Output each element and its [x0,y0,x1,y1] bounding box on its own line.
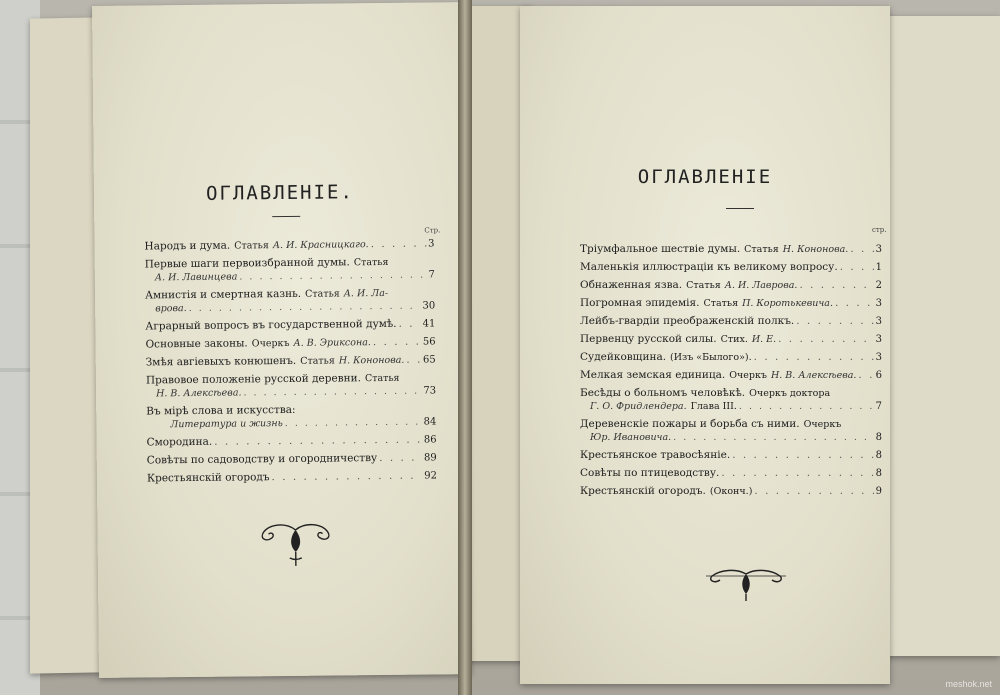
toc-entry-title: Крестьянское травосѣяніе. [580,449,731,461]
toc-page-number: 89 [423,452,437,464]
toc-entry-title: Тріумфальное шествіе думы. [580,243,741,255]
toc-entry-kind: Статья [305,288,340,300]
left-toc [144,237,437,490]
toc-page-number: 8 [875,450,882,461]
toc-leader-dots [673,431,873,444]
toc-entry [147,433,437,449]
watermark-text: meshok.net [945,679,992,689]
toc-entry [580,485,882,498]
toc-page-number: 6 [875,370,882,381]
toc-entry-title: Деревенскіе пожары и борьба съ ними. [580,418,800,430]
toc-page-number: 8 [875,432,882,443]
toc-leader-dots [271,470,422,485]
toc-page-number: 30 [422,300,436,312]
toc-leader-dots [732,449,873,462]
toc-entry [145,335,435,351]
toc-entry [580,315,882,328]
toc-leader-dots [850,243,873,256]
toc-entry [580,279,882,292]
toc-entry-author: врова. [155,303,187,315]
toc-entry-kind: Статья [686,280,721,291]
toc-entry-kind: Очеркъ доктора [749,388,831,399]
right-col-head: стр. [872,226,887,234]
toc-entry-kind: (Изъ «Былого»). [670,352,752,363]
toc-page-number: 3 [875,244,882,255]
toc-entry-title: Совѣты по птицеводству. [580,467,720,479]
toc-entry-kind: Статья [744,244,779,255]
toc-entry-author: Г. О. Фридлендера. [590,401,687,412]
toc-entry-title: Маленькія иллюстраціи къ великому вопросу. [580,261,838,273]
toc-entry-title: Въ мірѣ слова и искусства: [146,403,296,418]
right-page-title: ОГЛАВЛЕНІЕ [637,166,773,188]
toc-entry-title: Основные законы. [145,337,248,351]
toc-page-number: 3 [875,352,882,363]
toc-page-number: 3 [428,238,435,250]
toc-entry-title: Первенцу русской силы. [580,333,717,345]
toc-page-number: 3 [875,334,882,345]
toc-entry-title: Крестьянскій огородъ. [580,485,706,497]
toc-entry-author: Юр. Ивановича. [590,432,672,443]
toc-entry-title: Лейбъ-гвардіи преображенскій полкъ. [580,315,795,327]
toc-page-number: 86 [423,434,437,446]
right-page [520,6,890,684]
toc-leader-dots [373,336,421,350]
toc-entry-author: А. И. Лавинцева [154,271,238,284]
toc-entry-kind: Очеркъ [803,419,842,430]
book-spine [458,0,472,695]
ornament-icon [255,521,335,568]
toc-entry [580,387,882,413]
underlying-page-left [30,17,100,673]
toc-entry-title: Мелкая земская единица. [580,369,726,381]
toc-entry-author: А. И. Ла- [343,287,389,300]
toc-entry-kind: Статья [300,355,335,367]
toc-entry-title: Правовое положеніе русской деревни. [145,372,361,387]
toc-leader-dots [739,400,874,413]
toc-leader-dots [214,434,422,449]
left-col-head: Стр. [424,226,441,235]
left-page [92,2,471,678]
toc-entry [580,333,882,346]
toc-leader-dots [285,416,422,430]
toc-entry-kind: Статья [364,372,400,385]
left-page-title: ОГЛАВЛЕНІЕ. [205,181,355,205]
toc-page-number: 84 [423,416,437,428]
toc-leader-dots [189,300,421,315]
toc-entry-author: А. И. Красницкаго. [272,239,369,252]
toc-entry-author: Н. Кононова. [782,244,849,255]
toc-entry-author: Н. В. Алексѣева. [770,370,857,381]
toc-leader-dots [754,351,874,364]
toc-entry-chapter: Глава III. [690,401,737,412]
right-title-rule [726,208,754,209]
toc-leader-dots [754,485,873,498]
toc-leader-dots [835,297,874,310]
toc-entry [144,237,434,253]
toc-entry-author: А. В. Эриксона. [293,337,371,349]
toc-page-number: 92 [424,470,437,482]
toc-leader-dots [406,354,421,367]
toc-entry-author: А. И. Лаврова. [724,280,798,291]
toc-entry [580,351,882,364]
toc-entry-author: Н. В. Алексѣева. [156,387,242,400]
toc-entry [580,449,882,462]
toc-entry [580,261,882,274]
underlying-page-right-b [885,16,1000,656]
toc-page-number: 73 [423,385,437,397]
toc-leader-dots [239,269,426,284]
toc-entry [146,353,436,369]
toc-entry-title: Змѣя авгіевыхъ конюшенъ. [145,354,297,369]
toc-entry [145,317,435,333]
toc-entry-title: Судейковщина. [580,351,667,363]
toc-entry [580,297,882,310]
toc-leader-dots [778,333,874,346]
toc-entry-author: П. Коротькевича. [742,298,833,309]
toc-page-number: 9 [875,486,882,497]
toc-leader-dots [243,385,421,400]
toc-entry [147,469,437,485]
toc-entry-author: Н. Кононова. [338,354,405,367]
toc-entry-title: Совѣты по садоводству и огородничеству [146,452,378,467]
toc-entry [580,418,882,444]
toc-page-number: 41 [422,318,436,330]
toc-entry [146,371,436,400]
left-title-rule [272,216,300,217]
toc-entry-kind: Статья [234,240,269,252]
toc-entry [580,243,882,256]
toc-page-number: 7 [875,401,882,412]
toc-page-number: 1 [875,262,882,273]
right-toc [580,243,882,503]
toc-page-number: 3 [875,316,882,327]
toc-entry-title: Крестьянскій огородъ [146,471,270,485]
toc-entry-kind: Очеркъ [729,370,767,381]
toc-entry [580,369,882,382]
toc-page-number: 7 [428,269,435,281]
toc-entry [147,451,437,467]
toc-entry-title: Смородина. [146,435,213,449]
toc-entry [580,467,882,480]
toc-leader-dots [399,318,421,331]
toc-entry-title: Амнистія и смертная казнь. [144,287,302,302]
toc-entry [146,402,436,431]
toc-entry-title: Бесѣды о больномъ человѣкѣ. [580,387,746,399]
toc-entry-kind: Очеркъ [251,337,290,350]
toc-leader-dots [796,315,873,328]
toc-entry-kind: Стих. [720,334,748,345]
toc-entry-title: Народъ и дума. [144,239,231,253]
toc-entry-author: И. Е. [751,334,777,345]
toc-leader-dots [721,467,873,480]
toc-entry-kind: Статья [703,298,739,309]
toc-leader-dots [371,238,427,252]
toc-entry [145,255,435,284]
toc-leader-dots [379,452,422,465]
toc-entry-title: Погромная эпидемія. [580,297,700,309]
toc-entry-title: Первые шаги первоизбранной думы. [144,256,350,271]
toc-page-number: 65 [422,354,436,366]
ornament-icon [704,568,788,602]
toc-entry-kind: (Оконч.) [709,486,753,497]
toc-leader-dots [799,279,873,292]
toc-entry-kind: Статья [353,256,389,269]
toc-entry-author: Литература и жизнь [170,418,283,431]
toc-leader-dots [858,369,873,382]
toc-page-number: 3 [875,298,882,309]
toc-page-number: 56 [422,336,436,348]
toc-leader-dots [840,261,874,274]
toc-page-number: 2 [875,280,882,291]
toc-entry [145,286,435,315]
toc-entry-title: Аграрный вопросъ въ государственной думѣ. [145,317,397,333]
toc-page-number: 8 [875,468,882,479]
toc-entry-title: Обнаженная язва. [580,279,683,291]
